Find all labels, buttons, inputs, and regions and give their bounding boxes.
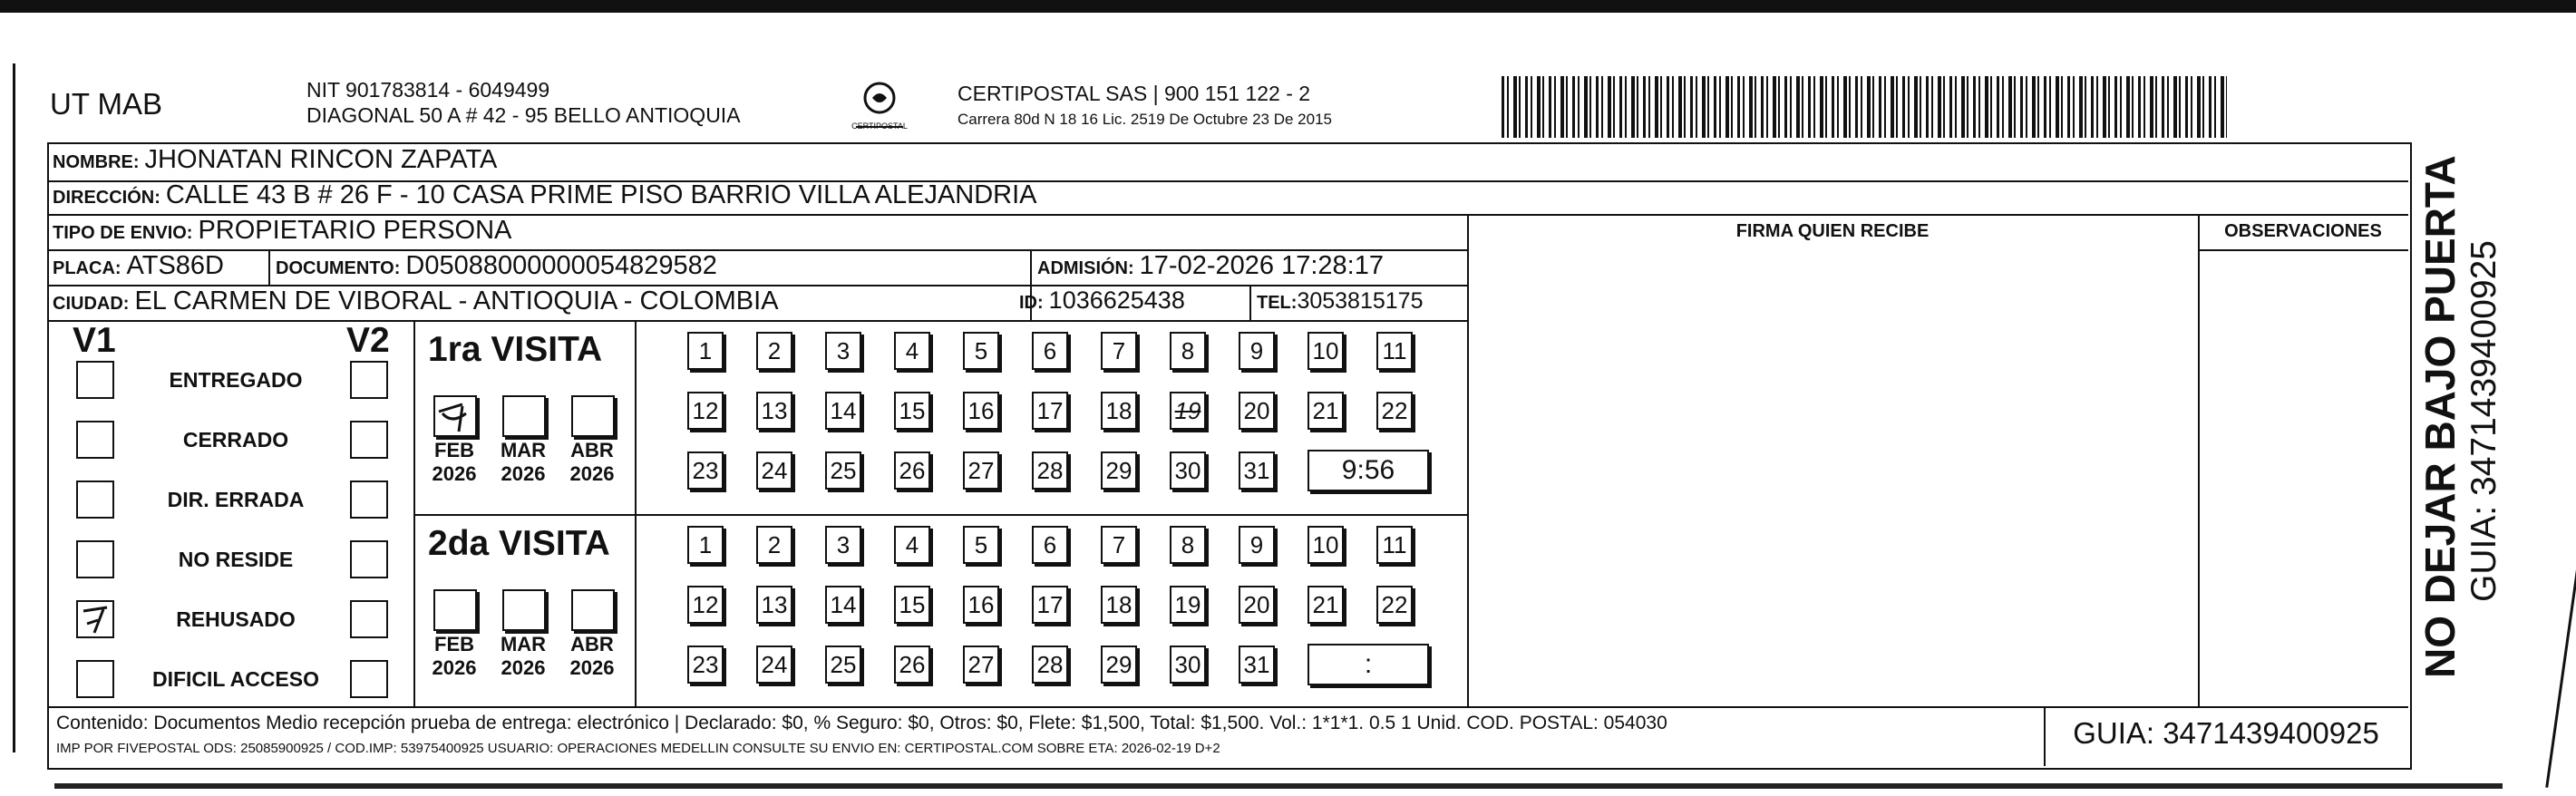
divider xyxy=(47,320,1467,322)
month-checkbox[interactable] xyxy=(433,395,477,437)
divider xyxy=(413,320,415,706)
status-v2-checkbox[interactable] xyxy=(350,421,388,459)
check-mark-icon xyxy=(435,397,475,435)
day-box[interactable]: 22 xyxy=(1376,586,1413,624)
day-box[interactable]: 7 xyxy=(1101,526,1137,564)
day-box[interactable]: 17 xyxy=(1032,586,1068,624)
day-box[interactable]: 10 xyxy=(1307,526,1344,564)
day-box[interactable]: 27 xyxy=(963,451,999,490)
day-box[interactable]: 23 xyxy=(687,451,724,490)
month-label xyxy=(560,439,624,486)
day-box[interactable]: 26 xyxy=(894,451,930,490)
documento-value: D05088000000054829582 xyxy=(405,251,717,280)
day-box[interactable]: 4 xyxy=(894,526,930,564)
side-warning: NO DEJAR BAJO PUERTA xyxy=(2416,155,2464,678)
footer-guia: GUIA: 3471439400925 xyxy=(2073,716,2379,750)
day-box[interactable]: 25 xyxy=(825,646,861,684)
day-box[interactable]: 13 xyxy=(756,392,792,430)
logo-text: CERTIPOSTAL xyxy=(851,121,908,131)
month-checkbox[interactable] xyxy=(433,589,477,631)
month-year: 2026 xyxy=(569,462,615,485)
month-label xyxy=(423,439,486,486)
company-nit: NIT 901783814 - 6049499 xyxy=(306,78,550,102)
admision-value: 17-02-2026 17:28:17 xyxy=(1139,251,1384,280)
day-box[interactable]: 20 xyxy=(1239,586,1275,624)
documento-row xyxy=(276,251,717,281)
footer-content: Contenido: Documentos Medio recepción prueba de entrega: electrónico | Declarado: $0, % Seguro: $0, Otros: $0, Flete: $1,500, Total: $1,500. Vol.: 1*1*1. 0.5 1 Unid. COD. POSTAL: 054030 xyxy=(56,713,1667,733)
day-box[interactable]: 14 xyxy=(825,586,861,624)
ciudad-row xyxy=(53,286,779,316)
month-year: 2026 xyxy=(501,462,546,485)
divider xyxy=(2198,214,2200,706)
status-label: DIR. ERRADA xyxy=(167,488,305,511)
month-checkbox[interactable] xyxy=(502,589,546,631)
day-box[interactable]: 28 xyxy=(1032,451,1068,490)
direccion-value: CALLE 43 B # 26 F - 10 CASA PRIME PISO BARRIO VILLA ALEJANDRIA xyxy=(165,180,1037,209)
v1-header: V1 xyxy=(73,321,116,360)
divider xyxy=(268,249,270,285)
day-box[interactable]: 1 xyxy=(687,332,724,370)
month-name: FEB xyxy=(434,633,474,655)
month-year: 2026 xyxy=(569,656,615,679)
day-box[interactable]: 4 xyxy=(894,332,930,370)
month-year: 2026 xyxy=(501,656,546,679)
status-v2-checkbox[interactable] xyxy=(350,481,388,519)
divider xyxy=(47,706,2408,708)
month-label xyxy=(491,633,555,680)
day-box[interactable]: 9 xyxy=(1239,332,1275,370)
day-box[interactable]: 13 xyxy=(756,586,792,624)
status-v1-checkbox[interactable] xyxy=(76,660,114,698)
firma-label: FIRMA QUIEN RECIBE xyxy=(1735,221,1930,241)
tipo-value: PROPIETARIO PERSONA xyxy=(198,216,512,245)
status-v2-checkbox[interactable] xyxy=(350,540,388,578)
placa-value: ATS86D xyxy=(126,251,224,280)
day-box[interactable]: 19 xyxy=(1170,586,1206,624)
observaciones-label: OBSERVACIONES xyxy=(2224,221,2382,241)
direccion-row xyxy=(53,180,1037,210)
month-name: MAR xyxy=(500,439,547,461)
day-box[interactable]: 7 xyxy=(1101,332,1137,370)
day-box[interactable]: 15 xyxy=(894,392,930,430)
divider xyxy=(1467,214,1469,706)
id-value: 1036625438 xyxy=(1048,286,1185,314)
day-box[interactable]: 30 xyxy=(1170,451,1206,490)
status-v2-checkbox[interactable] xyxy=(350,361,388,399)
company-address: DIAGONAL 50 A # 42 - 95 BELLO ANTIOQUIA xyxy=(306,103,741,127)
status-v1-checkbox[interactable] xyxy=(76,540,114,578)
divider xyxy=(2198,249,2408,251)
visit-title: 1ra VISITA xyxy=(428,330,603,369)
certipostal-line: CERTIPOSTAL SAS | 900 151 122 - 2 xyxy=(957,82,1311,105)
status-v2-checkbox[interactable] xyxy=(350,600,388,638)
day-box[interactable]: 6 xyxy=(1032,332,1068,370)
day-box[interactable]: 17 xyxy=(1032,392,1068,430)
day-box[interactable]: 12 xyxy=(687,586,724,624)
day-box[interactable]: 3 xyxy=(825,526,861,564)
license-line: Carrera 80d N 18 16 Lic. 2519 De Octubre 23 De 2015 xyxy=(957,111,1332,128)
bottom-edge-band xyxy=(54,783,2503,789)
day-box[interactable]: 23 xyxy=(687,646,724,684)
footer-imp: IMP POR FIVEPOSTAL ODS: 25085900925 / COD.IMP: 53975400925 USUARIO: OPERACIONES MEDELLIN CONSULTE SU ENVIO EN: CERTIPOSTAL.COM SOBRE ETA: 2026-02-19 D+2 xyxy=(56,741,1220,756)
month-checkbox[interactable] xyxy=(571,395,615,437)
month-year: 2026 xyxy=(432,656,477,679)
tel-label: TEL: xyxy=(1257,293,1298,313)
placa-label: PLACA: xyxy=(53,258,122,278)
left-edge-line xyxy=(13,63,15,752)
tipo-label: TIPO DE ENVIO: xyxy=(53,223,193,243)
day-box[interactable]: 11 xyxy=(1376,332,1413,370)
day-box[interactable]: 24 xyxy=(756,451,792,490)
day-box[interactable]: 29 xyxy=(1101,451,1137,490)
day-box[interactable]: 14 xyxy=(825,392,861,430)
status-label: NO RESIDE xyxy=(178,548,294,571)
month-label xyxy=(423,633,486,680)
tel-row xyxy=(1257,288,1423,315)
admision-label: ADMISIÓN: xyxy=(1037,258,1134,278)
status-label: REHUSADO xyxy=(176,607,296,631)
day-box[interactable]: 28 xyxy=(1032,646,1068,684)
day-box[interactable]: 30 xyxy=(1170,646,1206,684)
id-row xyxy=(1019,286,1185,315)
day-box[interactable]: 8 xyxy=(1170,526,1206,564)
status-v1-checkbox[interactable] xyxy=(76,481,114,519)
day-box[interactable]: 24 xyxy=(756,646,792,684)
month-label xyxy=(491,439,555,486)
day-box[interactable]: 27 xyxy=(963,646,999,684)
documento-label: DOCUMENTO: xyxy=(276,258,401,278)
top-edge-band xyxy=(0,0,2576,13)
admision-row xyxy=(1037,251,1384,281)
ciudad-value: EL CARMEN DE VIBORAL - ANTIOQUIA - COLOMBIA xyxy=(134,286,779,315)
day-box[interactable]: 19 xyxy=(1170,392,1206,430)
day-box[interactable]: 18 xyxy=(1101,586,1137,624)
day-box[interactable]: 5 xyxy=(963,332,999,370)
tel-value: 3053815175 xyxy=(1297,288,1424,314)
day-box[interactable]: 9 xyxy=(1239,526,1275,564)
day-box[interactable]: 8 xyxy=(1170,332,1206,370)
month-checkbox[interactable] xyxy=(502,395,546,437)
day-box[interactable]: 6 xyxy=(1032,526,1068,564)
month-checkbox[interactable] xyxy=(571,589,615,631)
tipo-row xyxy=(53,216,511,246)
day-box[interactable]: 16 xyxy=(963,392,999,430)
month-year: 2026 xyxy=(432,462,477,485)
day-box[interactable]: 1 xyxy=(687,526,724,564)
hour-box[interactable]: : xyxy=(1307,644,1429,685)
day-box[interactable]: 5 xyxy=(963,526,999,564)
day-box[interactable]: 11 xyxy=(1376,526,1413,564)
barcode xyxy=(1502,76,2227,138)
nombre-row xyxy=(53,145,497,175)
placa-row xyxy=(53,251,224,281)
day-box[interactable]: 16 xyxy=(963,586,999,624)
status-v2-checkbox[interactable] xyxy=(350,660,388,698)
ciudad-label: CIUDAD: xyxy=(53,294,130,314)
day-box[interactable]: 18 xyxy=(1101,392,1137,430)
day-box[interactable]: 2 xyxy=(756,332,792,370)
nombre-label: NOMBRE: xyxy=(53,152,140,172)
day-box[interactable]: 2 xyxy=(756,526,792,564)
day-box[interactable]: 21 xyxy=(1307,392,1344,430)
status-v1-checkbox[interactable] xyxy=(76,421,114,459)
divider xyxy=(1249,285,1251,320)
month-name: ABR xyxy=(570,633,614,655)
status-label: CERRADO xyxy=(182,428,289,451)
month-name: ABR xyxy=(570,439,614,461)
day-box[interactable]: 26 xyxy=(894,646,930,684)
company-name: UT MAB xyxy=(50,87,163,121)
v2-header: V2 xyxy=(346,321,390,360)
day-box[interactable]: 10 xyxy=(1307,332,1344,370)
status-label: ENTREGADO xyxy=(169,368,303,392)
day-box[interactable]: 15 xyxy=(894,586,930,624)
hour-box[interactable]: 9:56 xyxy=(1307,450,1429,491)
month-label xyxy=(560,633,624,680)
day-box[interactable]: 25 xyxy=(825,451,861,490)
visit-title: 2da VISITA xyxy=(428,524,610,563)
day-box[interactable]: 31 xyxy=(1239,646,1275,684)
day-box[interactable]: 20 xyxy=(1239,392,1275,430)
day-box[interactable]: 31 xyxy=(1239,451,1275,490)
divider xyxy=(413,514,1467,516)
day-box[interactable]: 29 xyxy=(1101,646,1137,684)
day-box[interactable]: 12 xyxy=(687,392,724,430)
check-mark-icon xyxy=(78,602,112,636)
day-box[interactable]: 22 xyxy=(1376,392,1413,430)
nombre-value: JHONATAN RINCON ZAPATA xyxy=(144,145,498,174)
direccion-label: DIRECCIÓN: xyxy=(53,188,160,208)
month-name: MAR xyxy=(500,633,547,655)
status-label: DIFICIL ACCESO xyxy=(151,667,319,691)
day-box[interactable]: 21 xyxy=(1307,586,1344,624)
right-edge-line xyxy=(2545,545,2576,788)
divider xyxy=(635,320,637,706)
day-box[interactable]: 3 xyxy=(825,332,861,370)
id-label: ID: xyxy=(1019,293,1044,313)
status-v1-checkbox[interactable] xyxy=(76,361,114,399)
side-guia: GUIA: 3471439400925 xyxy=(2464,240,2503,602)
month-name: FEB xyxy=(434,439,474,461)
status-v1-checkbox[interactable] xyxy=(76,600,114,638)
